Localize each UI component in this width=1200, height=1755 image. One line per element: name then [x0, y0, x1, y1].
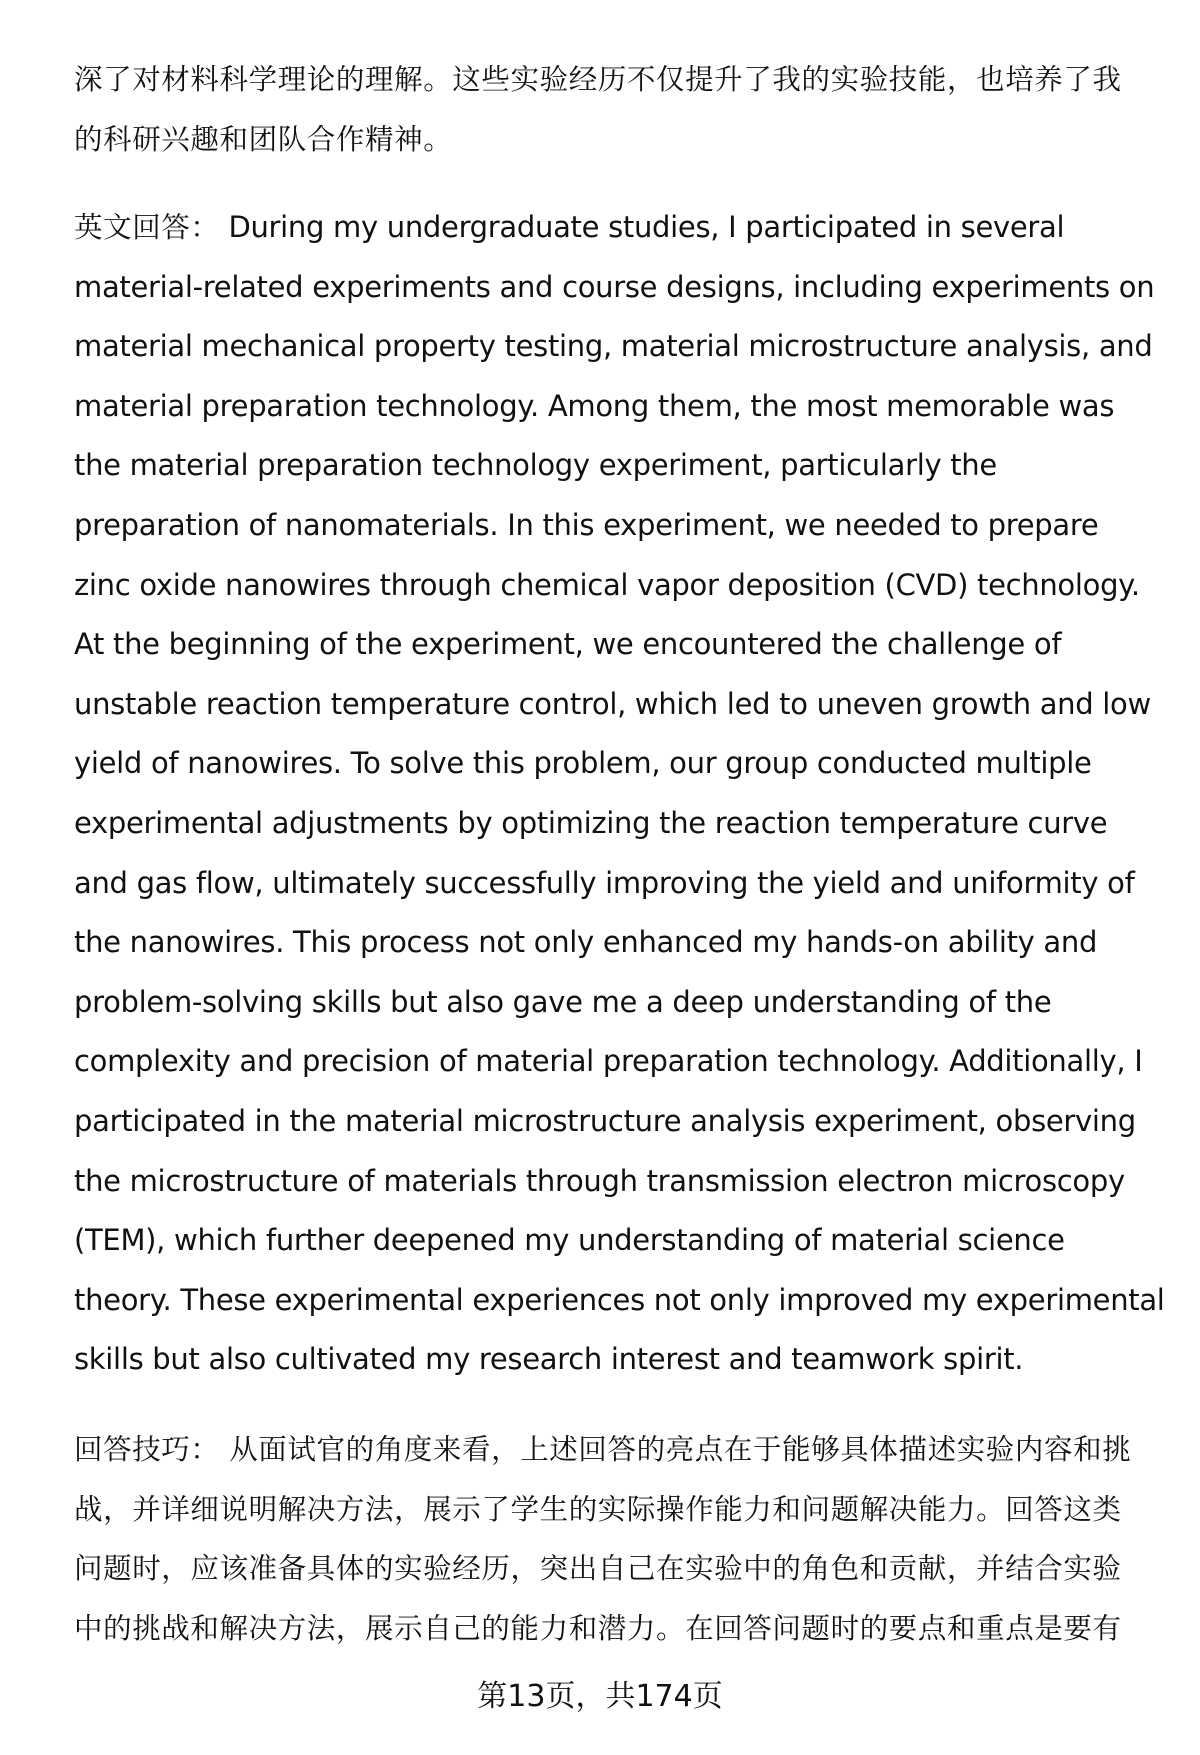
text-line: 的科研兴趣和团队合作精神。 [74, 122, 453, 156]
text-line: problem-solving skills but also gave me a deep understanding of the [74, 984, 1052, 1019]
text-line: the nanowires. This process not only enhanced my hands-on ability and [74, 925, 1098, 960]
section-label: 回答技巧： [74, 1433, 220, 1466]
text-line: At the beginning of the experiment, we encountered the challenge of [74, 627, 1062, 662]
page-number: 第13页，共174页 [477, 1679, 723, 1714]
text-line: the material preparation technology experiment, particularly the [74, 448, 997, 483]
text-line: 从面试官的角度来看，上述回答的亮点在于能够具体描述实验内容和挑 [229, 1433, 1132, 1466]
text-line: material-related experiments and course designs, including experiments on [74, 269, 1155, 304]
text-line: the microstructure of materials through transmission electron microscopy [74, 1163, 1125, 1198]
section-label: 英文回答： [74, 211, 220, 244]
text-line: experimental adjustments by optimizing the reaction temperature curve [74, 805, 1108, 840]
text-line: material mechanical property testing, material microstructure analysis, and [74, 329, 1153, 364]
text-line: material preparation technology. Among them, the most memorable was [74, 388, 1115, 423]
text-line: During my undergraduate studies, I participated in several [228, 210, 1065, 244]
text-line: 深了对材料科学理论的理解。这些实验经历不仅提升了我的实验技能，也培养了我 [74, 63, 1122, 96]
paragraph-chinese-conclusion [74, 50, 1164, 169]
text-line: (TEM), which further deepened my understanding of material science [74, 1223, 1065, 1258]
text-line: participated in the material microstructure analysis experiment, observing [74, 1103, 1136, 1138]
text-line: 问题时，应该准备具体的实验经历，突出自己在实验中的角色和贡献，并结合实验 [74, 1552, 1122, 1586]
text-line: complexity and precision of material preparation technology. Additionally, I [74, 1044, 1143, 1079]
text-line: preparation of nanomaterials. In this experiment, we needed to prepare [74, 507, 1099, 542]
text-line: theory. These experimental experiences not only improved my experimental [74, 1282, 1165, 1317]
text-line: unstable reaction temperature control, which led to uneven growth and low [74, 686, 1151, 721]
paragraph-english-answer [74, 198, 1164, 1390]
text-line: 战，并详细说明解决方法，展示了学生的实际操作能力和问题解决能力。回答这类 [74, 1492, 1122, 1526]
text-line: zinc oxide nanowires through chemical vapor deposition (CVD) technology. [74, 567, 1140, 602]
text-line: and gas flow, ultimately successfully improving the yield and uniformity of [74, 865, 1135, 900]
text-line: skills but also cultivated my research interest and teamwork spirit. [74, 1342, 1024, 1377]
paragraph-answer-tips [74, 1420, 1164, 1658]
text-line: 中的挑战和解决方法，展示自己的能力和潜力。在回答问题时的要点和重点是要有 [74, 1611, 1122, 1645]
text-line: yield of nanowires. To solve this problem, our group conducted multiple [74, 746, 1092, 781]
